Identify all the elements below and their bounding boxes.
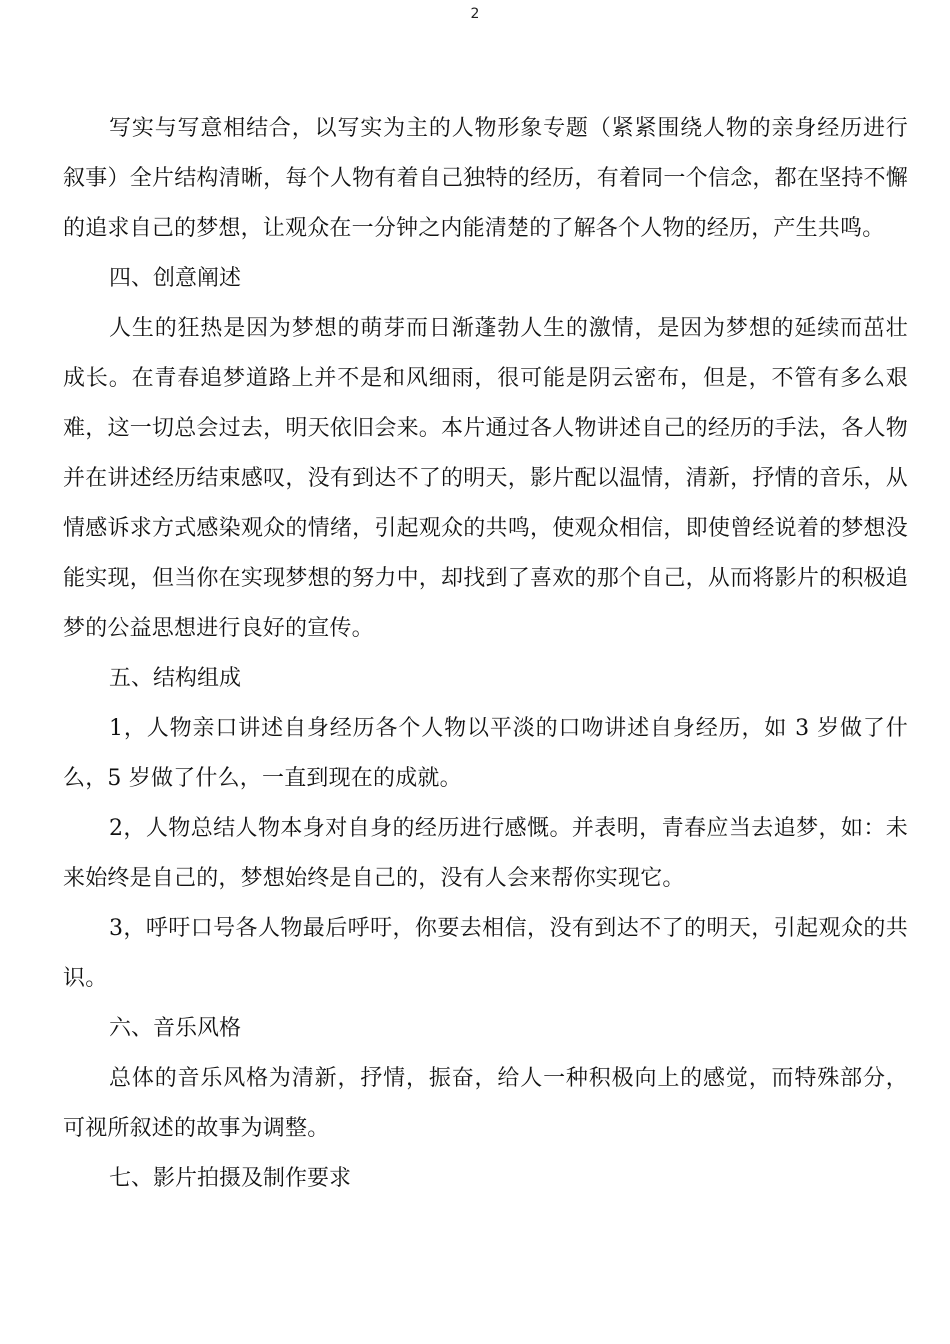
paragraph-creative: 人生的狂热是因为梦想的萌芽而日渐蓬勃人生的激情，是因为梦想的延续而茁壮成长。在青春追梦道路上并不是和风细雨，很可能是阴云密布，但是，不管有多么艰难，这一切总会过去，明天依旧会来。本片通过各人物讲述自己的经历的手法，各人物并在讲述经历结束感叹，没有到达不了的明天，影片配以温情，清新，抒情的音乐，从情感诉求方式感染观众的情绪，引起观众的共鸣，使观众相信，即使曾经说着的梦想没能实现，但当你在实现梦想的努力中，却找到了喜欢的那个自己，从而将影片的积极追梦的公益思想进行良好的宣传。: [63, 316, 908, 641]
paragraph-structure-3: 3，呼吁口号各人物最后呼吁，你要去相信，没有到达不了的明天，引起观众的共识。: [63, 916, 908, 991]
section-heading-music: 六、音乐风格: [109, 1016, 242, 1041]
page-number: 2: [470, 6, 480, 22]
section-heading-structure: 五、结构组成: [109, 666, 242, 691]
paragraph-structure-1: 1，人物亲口讲述自身经历各个人物以平淡的口吻讲述自身经历，如 3 岁做了什么，5 岁做了什么，一直到现在的成就。: [63, 716, 908, 791]
document-body: [63, 104, 908, 1204]
paragraph-structure-2: 2，人物总结人物本身对自身的经历进行感慨。并表明，青春应当去追梦，如：未来始终是自己的，梦想始终是自己的，没有人会来帮你实现它。: [63, 816, 908, 891]
section-heading-creative: 四、创意阐述: [109, 266, 242, 291]
paragraph-music: 总体的音乐风格为清新，抒情，振奋，给人一种积极向上的感觉，而特殊部分，可视所叙述的故事为调整。: [63, 1066, 908, 1141]
paragraph-intro: 写实与写意相结合，以写实为主的人物形象专题（紧紧围绕人物的亲身经历进行叙事）全片结构清晰，每个人物有着自己独特的经历，有着同一个信念，都在坚持不懈的追求自己的梦想，让观众在一分钟之内能清楚的了解各个人物的经历，产生共鸣。: [63, 116, 908, 241]
section-heading-production: 七、影片拍摄及制作要求: [109, 1166, 352, 1191]
